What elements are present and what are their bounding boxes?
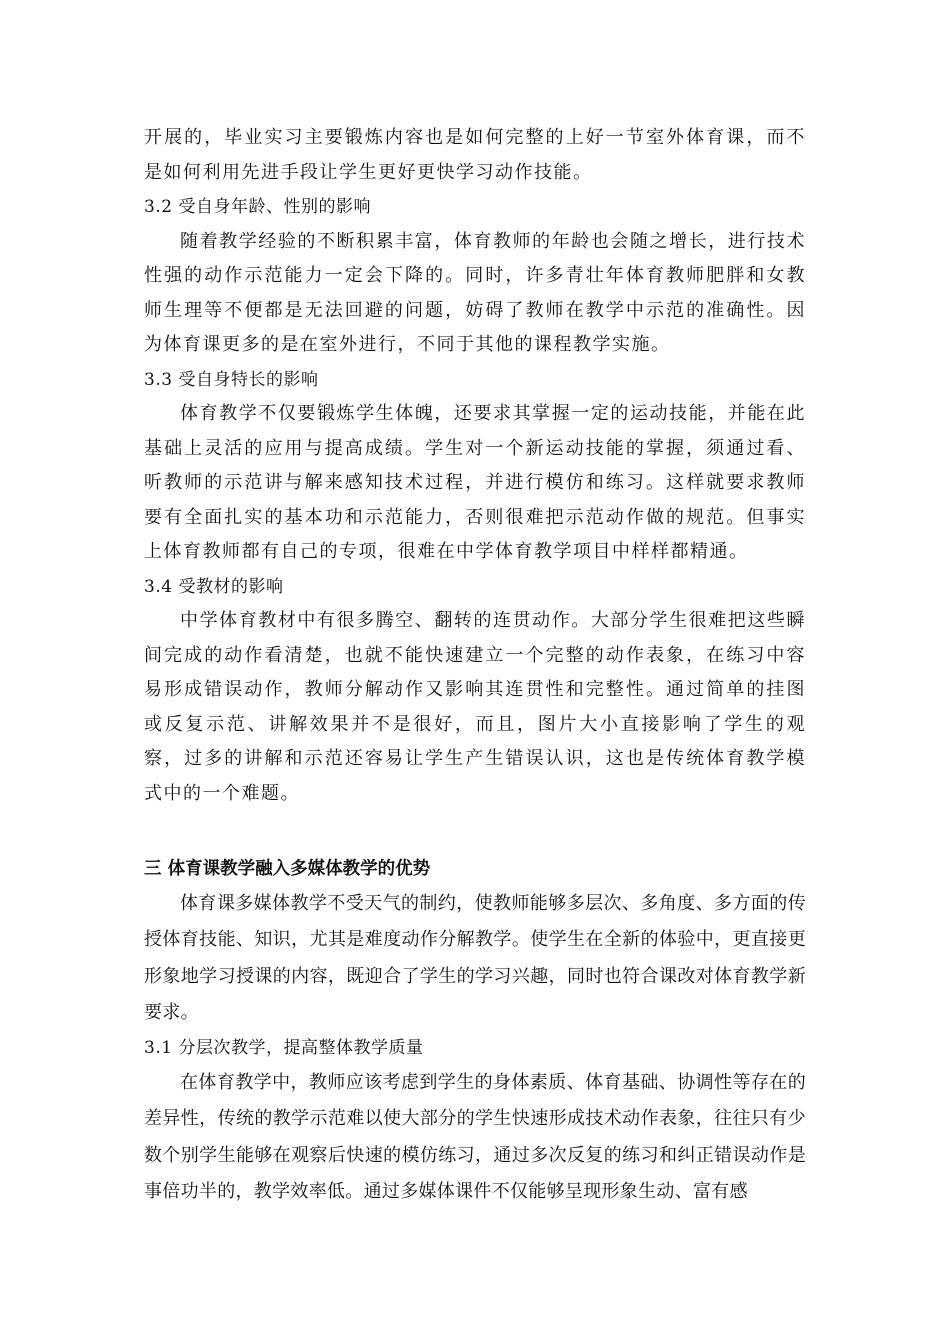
paragraph-3-2: 随着教学经验的不断积累丰富，体育教师的年龄也会随之增长，进行技术性强的动作示范能力一定会下降的。同时，许多青壮年体育教师肥胖和女教师生理等不便都是无法回避的问题，妨碍了教师在教学中示范的准确性。因为体育课更多的是在室外进行，不同于其他的课程教学实施。 bbox=[144, 230, 806, 355]
paragraph-section-3-1: 在体育教学中，教师应该考虑到学生的身体素质、体育基础、协调性等存在的差异性，传统的教学示范难以使大部分的学生快速形成技术动作表象，往往只有少数个别学生能够在观察后快速的模仿练习，通过多次反复的练习和纠正错误动作是事倍功半的，教学效率低。通过多媒体课件不仅能够呈现形象生动、富有感 bbox=[144, 1072, 806, 1203]
heading-section-3-1: 3.1 分层次教学，提高整体教学质量 bbox=[144, 1038, 424, 1059]
paragraph-3-4: 中学体育教材中有很多腾空、翻转的连贯动作。大部分学生很难把这些瞬间完成的动作看清楚，也就不能快速建立一个完整的动作表象，在练习中容易形成错误动作，教师分解动作又影响其连贯性和完整性。通过简单的挂图或反复示范、讲解效果并不是很好，而且，图片大小直接影响了学生的观察，过多的讲解和示范还容易让学生产生错误认识，这也是传统体育教学模式中的一个难题。 bbox=[144, 610, 806, 804]
paragraph-intro: 开展的，毕业实习主要锻炼内容也是如何完整的上好一节室外体育课，而不是如何利用先进手段让学生更好更快学习动作技能。 bbox=[144, 127, 806, 183]
section-heading-3: 三 体育课教学融入多媒体教学的优势 bbox=[144, 859, 431, 879]
document-body bbox=[144, 121, 806, 1210]
heading-3-2: 3.2 受自身年龄、性别的影响 bbox=[144, 197, 371, 217]
heading-3-4: 3.4 受教材的影响 bbox=[144, 576, 284, 597]
paragraph-section-3: 体育课多媒体教学不受天气的制约，使教师能够多层次、多角度、多方面的传授体育技能、知识，尤其是难度动作分解教学。使学生在全新的体验中，更直接更形象地学习授课的内容，既迎合了学生的学习兴趣，同时也符合课改对体育教学新要求。 bbox=[144, 893, 806, 1023]
paragraph-3-3: 体育教学不仅要锻炼学生体魄，还要求其掌握一定的运动技能，并能在此基础上灵活的应用与提高成绩。学生对一个新运动技能的掌握，须通过看、听教师的示范讲与解来感知技术过程，并进行模仿和练习。这样就要求教师要有全面扎实的基本功和示范能力，否则很难把示范动作做的规范。但事实上体育教师都有自己的专项，很难在中学体育教学项目中样样都精通。 bbox=[144, 403, 806, 562]
heading-3-3: 3.3 受自身特长的影响 bbox=[144, 369, 319, 390]
section-3 bbox=[144, 852, 806, 1210]
